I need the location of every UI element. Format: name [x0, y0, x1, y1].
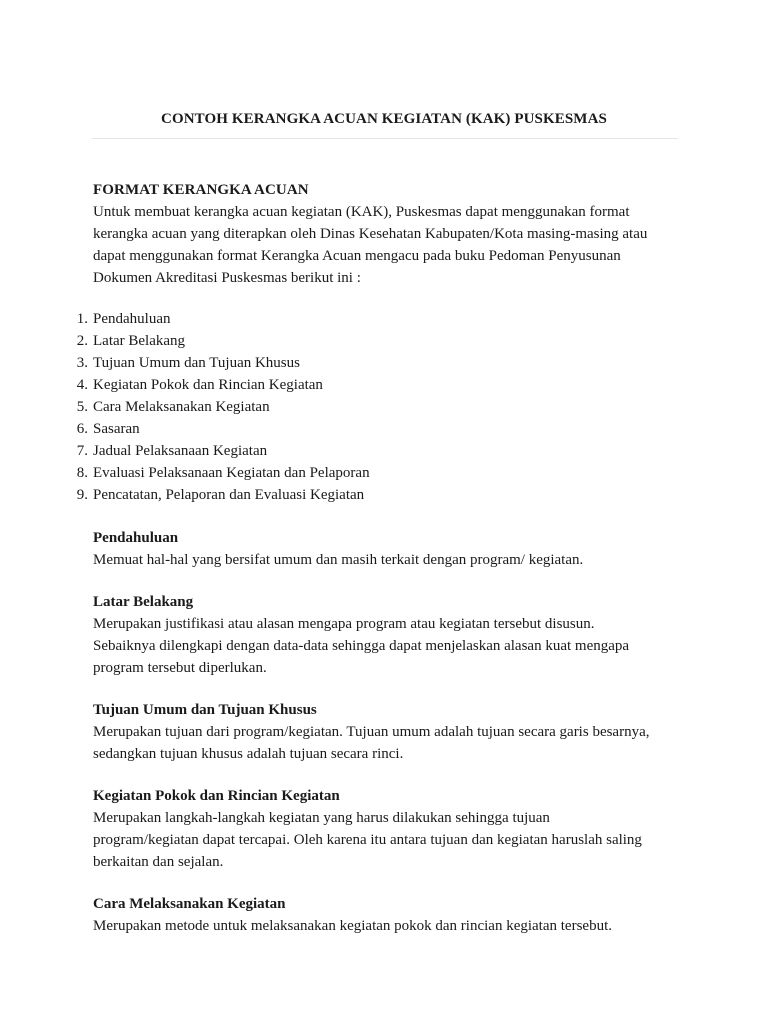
document-body [76, 179, 683, 957]
outline-item [76, 374, 683, 396]
section-text-line: sedangkan tujuan khusus adalah tujuan secara rinci. [93, 746, 404, 762]
section-text-line: Sebaiknya dilengkapi dengan data-data sehingga dapat menjelaskan alasan kuat mengapa [93, 638, 630, 654]
outline-label: Sasaran [93, 421, 140, 437]
section-text-line: program/kegiatan dapat tercapai. Oleh karena itu antara tujuan dan kegiatan haruslah saling [93, 832, 642, 848]
section-text-line: berkaitan dan sejalan. [93, 854, 224, 870]
section-tujuan [93, 699, 683, 765]
outline-item [76, 352, 683, 374]
section-heading: Pendahuluan [93, 530, 179, 546]
format-intro-line: kerangka acuan yang diterapkan oleh Dinas Kesehatan Kabupaten/Kota masing-masing atau [93, 226, 648, 242]
outline-label: Pencatatan, Pelaporan dan Evaluasi Kegiatan [93, 487, 365, 503]
title-divider [92, 138, 678, 139]
outline-number: 9. [76, 487, 88, 503]
outline-number: 4. [76, 377, 88, 393]
outline-number: 3. [76, 355, 88, 371]
format-intro-line: Dokumen Akreditasi Puskesmas berikut ini : [93, 270, 361, 286]
format-intro-line: dapat menggunakan format Kerangka Acuan mengacu pada buku Pedoman Penyusunan [93, 248, 621, 264]
section-kegiatan-pokok [93, 785, 683, 873]
section-heading: Kegiatan Pokok dan Rincian Kegiatan [93, 788, 340, 804]
outline-label: Cara Melaksanakan Kegiatan [93, 399, 270, 415]
outline-item [76, 462, 683, 484]
outline-list [76, 308, 683, 506]
outline-item [76, 418, 683, 440]
format-intro [93, 201, 683, 289]
section-text-line: Merupakan tujuan dari program/kegiatan. Tujuan umum adalah tujuan secara garis besarnya, [93, 724, 650, 740]
section-text-line: program tersebut diperlukan. [93, 660, 267, 676]
section-heading: Latar Belakang [93, 594, 194, 610]
outline-number: 7. [76, 443, 88, 459]
document-title: CONTOH KERANGKA ACUAN KEGIATAN (KAK) PUSKESMAS [161, 111, 607, 127]
section-heading: Cara Melaksanakan Kegiatan [93, 896, 286, 912]
outline-label: Pendahuluan [93, 311, 171, 327]
outline-label: Evaluasi Pelaksanaan Kegiatan dan Pelaporan [93, 465, 370, 481]
outline-label: Latar Belakang [93, 333, 186, 349]
section-heading: Tujuan Umum dan Tujuan Khusus [93, 702, 317, 718]
outline-item [76, 308, 683, 330]
outline-item [76, 330, 683, 352]
outline-number: 1. [76, 311, 88, 327]
outline-number: 6. [76, 421, 88, 437]
section-cara-melaksanakan [93, 893, 683, 937]
outline-number: 2. [76, 333, 88, 349]
section-text-line: Memuat hal-hal yang bersifat umum dan masih terkait dengan program/ kegiatan. [93, 552, 584, 568]
outline-number: 8. [76, 465, 88, 481]
outline-number: 5. [76, 399, 88, 415]
section-text-line: Merupakan langkah-langkah kegiatan yang harus dilakukan sehingga tujuan [93, 810, 550, 826]
outline-item [76, 484, 683, 506]
outline-label: Kegiatan Pokok dan Rincian Kegiatan [93, 377, 323, 393]
outline-label: Tujuan Umum dan Tujuan Khusus [93, 355, 300, 371]
outline-item [76, 396, 683, 418]
section-pendahuluan [93, 527, 683, 571]
section-text-line: Merupakan justifikasi atau alasan mengapa program atau kegiatan tersebut disusun. [93, 616, 595, 632]
format-heading: FORMAT KERANGKA ACUAN [93, 182, 309, 198]
format-intro-line: Untuk membuat kerangka acuan kegiatan (KAK), Puskesmas dapat menggunakan format [93, 204, 630, 220]
section-latar-belakang [93, 591, 683, 679]
outline-item [76, 440, 683, 462]
outline-label: Jadual Pelaksanaan Kegiatan [93, 443, 268, 459]
section-text-line: Merupakan metode untuk melaksanakan kegiatan pokok dan rincian kegiatan tersebut. [93, 918, 612, 934]
